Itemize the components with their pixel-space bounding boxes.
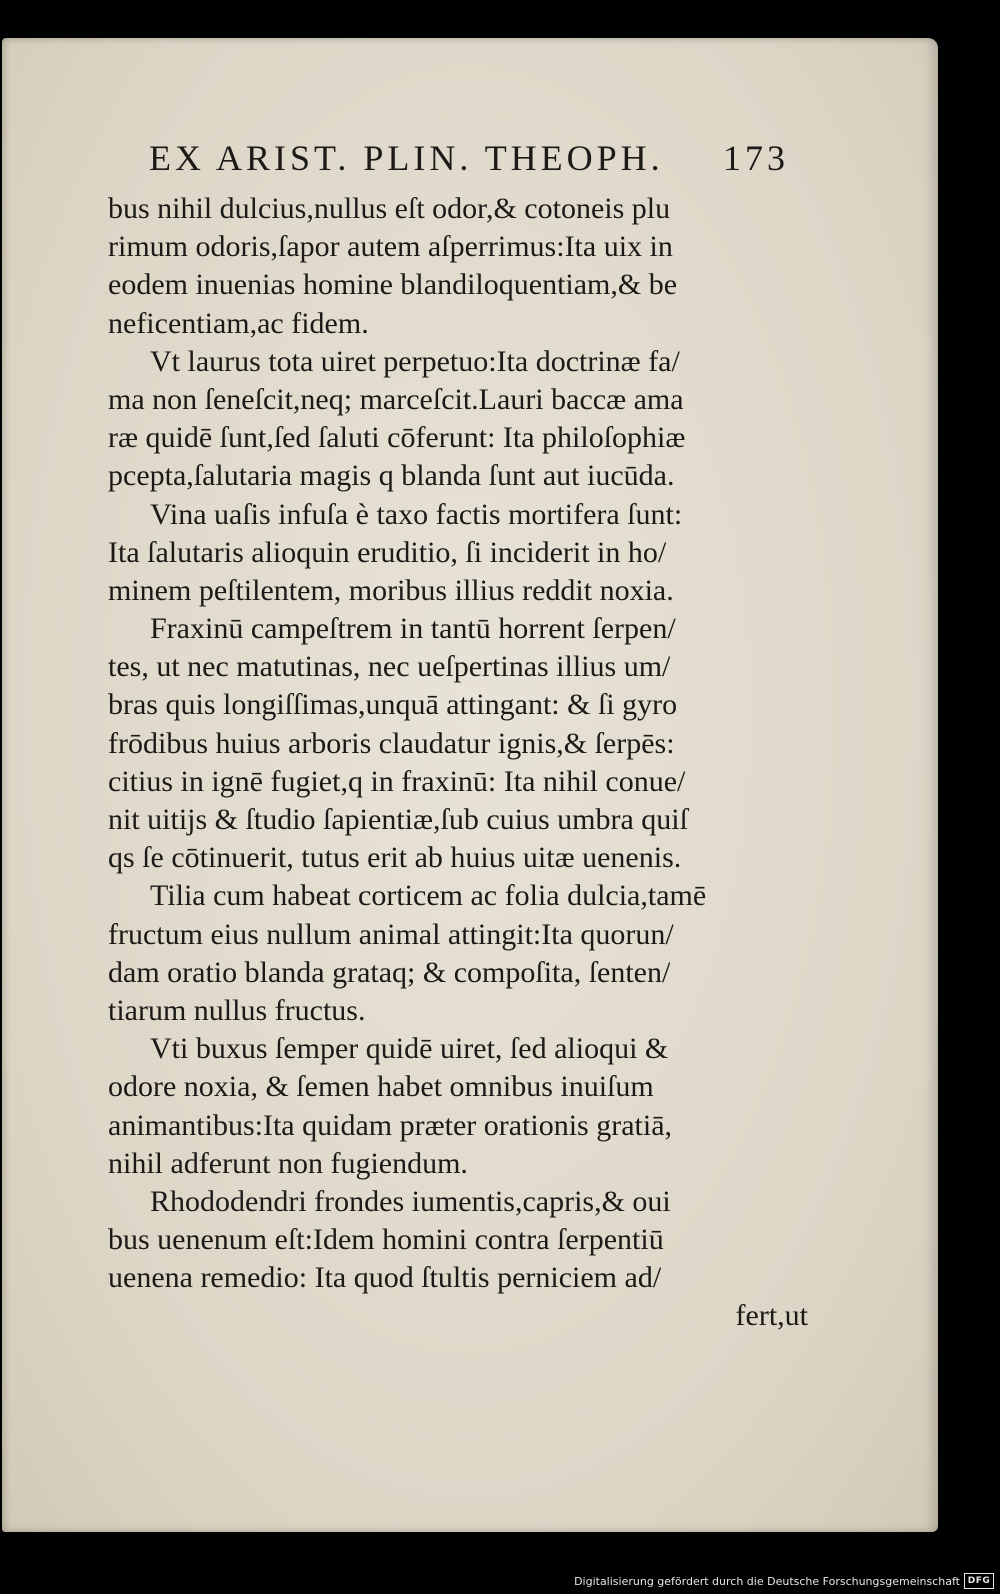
text-line: odore noxia, & ſemen habet omnibus inuiſum [108, 1070, 654, 1104]
text-line: Vt laurus tota uiret perpetuo:Ita doctrinæ fa/ [150, 344, 680, 378]
dfg-logo: DFG [964, 1573, 994, 1589]
text-line: qs ſe cōtinuerit, tutus erit ab huius uitæ uenenis. [108, 841, 682, 875]
text-line: frōdibus huius arboris claudatur ignis,& ſerpēs: [108, 726, 675, 760]
text-line: Fraxinū campeſtrem in tantū horrent ſerpen/ [150, 612, 676, 646]
text-line: ma non ſeneſcit,neq; marceſcit.Lauri baccæ ama [108, 382, 684, 416]
folio-number: 173 [723, 138, 789, 178]
text-line: uenena remedio: Ita quod ſtultis perniciem ad/ [108, 1261, 662, 1295]
text-line: animantibus:Ita quidam præter orationis gratiā, [108, 1108, 673, 1142]
text-line: Tilia cum habeat corticem ac folia dulcia,tamē [150, 879, 707, 913]
footer-bar [0, 1568, 1000, 1594]
text-line: tes, ut nec matutinas, nec ueſpertinas illius um/ [108, 650, 671, 684]
text-line: bus nihil dulcius,nullus eſt odor,& cotoneis plu [108, 192, 671, 225]
running-head [149, 137, 789, 187]
text-line: bras quis longiſſimas,unquā attingant: & ſi gyro [108, 688, 678, 722]
text-line: Vina uaſis infuſa è taxo factis mortifera ſunt: [150, 497, 683, 531]
text-line: citius in ignē fugiet,q in fraxinū: Ita nihil conue/ [108, 764, 686, 798]
text-line: dam oratio blanda grataq; & compoſita, ſenten/ [108, 955, 671, 989]
text-line: Ita ſalutaris alioquin eruditio, ſi inciderit in ho/ [108, 535, 667, 569]
text-line: minem peſtilentem, moribus illius reddit noxia. [108, 573, 674, 607]
text-line: nit uitijs & ſtudio ſapientiæ,ſub cuius umbra quiſ [108, 803, 688, 836]
text-line: eodem inuenias homine blandiloquentiam,& be [108, 268, 678, 302]
text-block [108, 190, 808, 1336]
text-line: pcepta,ſalutaria magis q blanda ſunt aut iucūda. [108, 459, 675, 493]
text-line: tiarum nullus fructus. [108, 993, 366, 1027]
text-line: fructum eius nullum animal attingit:Ita quorun/ [108, 917, 674, 951]
catchword: fert,ut [735, 1299, 808, 1333]
text-line: ræ quidē ſunt,ſed ſaluti cōferunt: Ita philoſophiæ [108, 421, 686, 455]
running-head-title: EX ARIST. PLIN. THEOPH. [149, 138, 664, 178]
text-line: Rhododendri frondes iumentis,capris,& oui [150, 1184, 671, 1218]
text-line: Vti buxus ſemper quidē uiret, ſed alioqui & [150, 1032, 669, 1066]
text-line: bus uenenum eſt:Idem homini contra ſerpentiū [108, 1223, 664, 1257]
text-line: nihil adferunt non fugiendum. [108, 1146, 468, 1180]
digitization-credit: Digitalisierung gefördert durch die Deutsche Forschungsgemeinschaft [574, 1575, 960, 1588]
text-line: neficentiam,ac fidem. [108, 306, 369, 340]
text-line: rimum odoris,ſapor autem aſperrimus:Ita uix in [108, 230, 673, 264]
